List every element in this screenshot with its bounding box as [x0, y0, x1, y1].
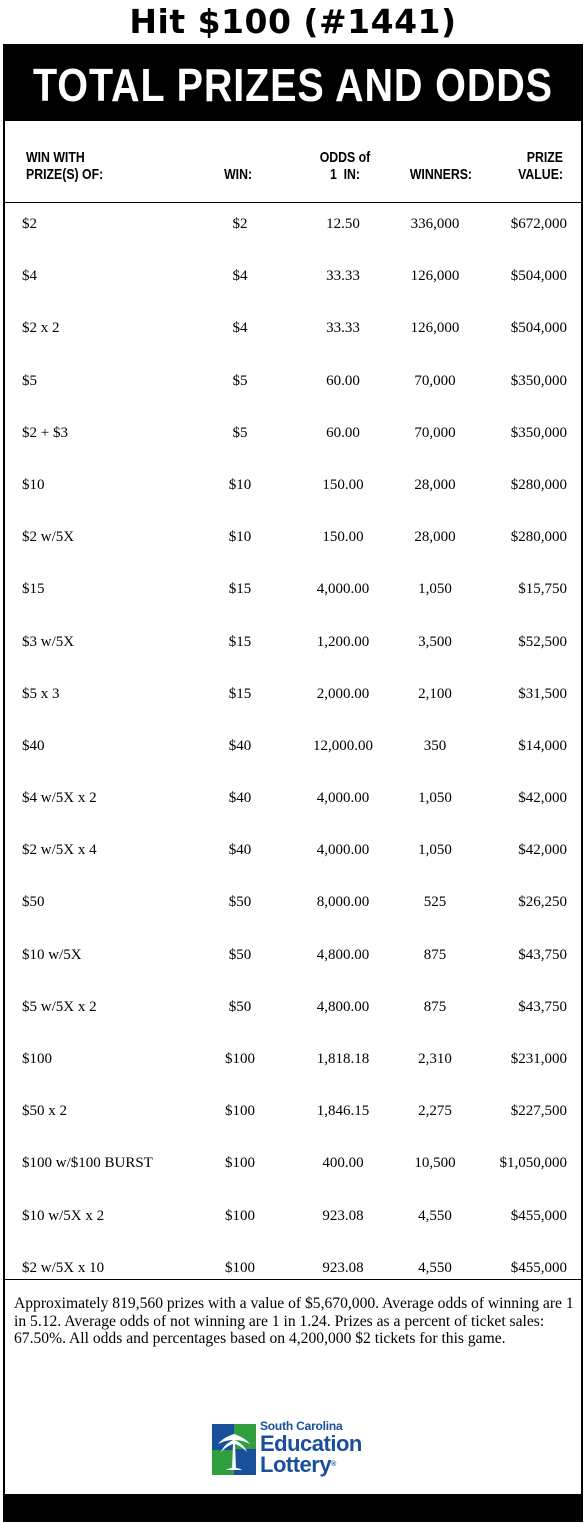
cell-odds: 1,818.18 — [316, 1051, 370, 1067]
cell-value: $43,750 — [518, 998, 567, 1015]
logo-state: South Carolina — [260, 1419, 343, 1433]
cell-value: $455,000 — [510, 1207, 567, 1224]
logo-lottery — [260, 1454, 362, 1475]
column-header-value-line2: VALUE: — [518, 166, 563, 183]
cell-prize: $2 w/5X — [22, 529, 75, 546]
cell-winners: 4,550 — [418, 1259, 452, 1276]
cell-win: $4 — [232, 320, 248, 337]
cell-winners: 2,275 — [418, 1103, 452, 1120]
cell-odds: 60.00 — [326, 372, 360, 389]
cell-value: $350,000 — [510, 372, 567, 389]
banner-heading: TOTAL PRIZES AND ODDS — [33, 59, 553, 111]
cell-winners: 875 — [423, 998, 447, 1015]
sc-education-lottery-logo — [212, 1420, 387, 1478]
cell-value: $31,500 — [518, 685, 567, 702]
section-banner — [5, 46, 581, 121]
cell-win: $50 — [228, 998, 252, 1015]
cell-prize: $50 x 2 — [22, 1103, 67, 1120]
column-header-winners-label: WINNERS: — [409, 166, 473, 183]
table-row — [5, 1089, 581, 1141]
column-header-win-label: WIN: — [224, 166, 253, 183]
cell-prize: $5 w/5X x 2 — [22, 998, 97, 1015]
palmetto-tree-icon — [212, 1424, 256, 1475]
cell-prize: $4 — [22, 268, 37, 285]
cell-winners: 28,000 — [414, 476, 456, 493]
cell-prize: $10 — [22, 476, 45, 493]
table-row — [5, 411, 581, 463]
cell-prize: $2 w/5X x 10 — [22, 1259, 105, 1276]
cell-prize: $2 w/5X x 4 — [22, 842, 97, 859]
game-title: Hit $100 (#1441) — [129, 2, 457, 41]
cell-odds: 60.00 — [326, 424, 360, 441]
table-bottom-divider — [5, 1279, 581, 1280]
cell-odds: 33.33 — [326, 268, 360, 285]
table-row — [5, 620, 581, 672]
prize-odds-panel — [3, 44, 583, 1522]
cell-winners: 2,310 — [418, 1051, 452, 1067]
cell-odds: 923.08 — [322, 1259, 364, 1276]
cell-prize: $5 — [22, 372, 37, 389]
table-row — [5, 202, 581, 254]
cell-winners: 70,000 — [414, 424, 456, 441]
cell-prize: $2 x 2 — [22, 320, 60, 337]
cell-odds: 33.33 — [326, 320, 360, 337]
table-row — [5, 828, 581, 880]
table-row — [5, 776, 581, 828]
column-header-win — [221, 166, 255, 183]
table-row — [5, 1037, 581, 1089]
column-header-prize-line1: WIN WITH — [26, 149, 85, 166]
registered-mark: ® — [331, 1461, 336, 1468]
cell-win: $100 — [225, 1207, 255, 1224]
cell-win: $10 — [228, 529, 252, 546]
column-header-prize — [26, 149, 120, 183]
cell-odds: 923.08 — [322, 1207, 364, 1224]
cell-winners: 2,100 — [418, 685, 452, 702]
cell-value: $14,000 — [518, 737, 567, 754]
cell-winners: 70,000 — [414, 372, 456, 389]
cell-value: $504,000 — [510, 320, 567, 337]
cell-value: $672,000 — [510, 216, 567, 232]
column-header-odds-line1: ODDS of — [319, 149, 371, 166]
cell-win: $15 — [228, 633, 252, 650]
cell-win: $50 — [228, 946, 252, 963]
cell-winners: 336,000 — [410, 216, 460, 232]
cell-prize: $100 — [22, 1051, 52, 1067]
table-row — [5, 254, 581, 306]
cell-odds: 2,000.00 — [316, 685, 370, 702]
cell-odds: 4,800.00 — [316, 946, 370, 963]
cell-odds: 1,846.15 — [316, 1103, 370, 1120]
table-row — [5, 985, 581, 1037]
table-row — [5, 1141, 581, 1193]
cell-odds: 4,800.00 — [316, 998, 370, 1015]
cell-prize: $2 — [22, 216, 37, 232]
column-header-value-line1: PRIZE — [526, 149, 563, 166]
cell-win: $15 — [228, 685, 252, 702]
cell-odds: 4,000.00 — [316, 581, 370, 598]
cell-prize: $5 x 3 — [22, 685, 60, 702]
cell-win: $40 — [228, 842, 252, 859]
table-row — [5, 463, 581, 515]
cell-win: $5 — [232, 424, 248, 441]
table-row — [5, 567, 581, 619]
logo-education: Education — [260, 1431, 362, 1456]
cell-value: $15,750 — [518, 581, 567, 598]
cell-value: $350,000 — [510, 424, 567, 441]
table-row — [5, 724, 581, 776]
cell-odds: 12.50 — [326, 216, 360, 232]
cell-prize: $50 — [22, 894, 45, 911]
cell-win: $100 — [225, 1155, 255, 1172]
column-header-winners — [403, 166, 479, 183]
cell-prize: $40 — [22, 737, 45, 754]
prize-table — [5, 202, 581, 1298]
cell-win: $100 — [225, 1103, 255, 1120]
cell-prize: $3 w/5X — [22, 633, 75, 650]
cell-odds: 4,000.00 — [316, 842, 370, 859]
odds-footnote: Approximately 819,560 prizes with a value of $5,670,000. Average odds of winning are 1 in 5.12. Average odds of not winning are 1 in 1.24. Prizes as a percent of ticket sales: 67.50%. All odds and percentages based on 4,200,000 $2 tickets for this game. — [14, 1295, 574, 1347]
logo-wordmark — [260, 1420, 362, 1475]
column-header-prize-line2: PRIZE(S) OF: — [26, 166, 104, 183]
table-row — [5, 359, 581, 411]
cell-odds: 8,000.00 — [316, 894, 370, 911]
table-row — [5, 1246, 581, 1298]
table-row — [5, 933, 581, 985]
cell-odds: 4,000.00 — [316, 790, 370, 807]
cell-prize: $10 w/5X — [22, 946, 82, 963]
table-row — [5, 672, 581, 724]
column-header-odds — [305, 149, 385, 183]
cell-odds: 12,000.00 — [313, 737, 373, 754]
cell-value: $504,000 — [510, 268, 567, 285]
cell-winners: 525 — [423, 894, 447, 911]
cell-win: $5 — [232, 372, 248, 389]
cell-prize: $4 w/5X x 2 — [22, 790, 97, 807]
cell-odds: 150.00 — [322, 476, 364, 493]
table-row — [5, 880, 581, 932]
cell-win: $40 — [228, 790, 252, 807]
cell-value: $231,000 — [510, 1051, 567, 1067]
cell-prize: $15 — [22, 581, 45, 598]
cell-value: $455,000 — [510, 1259, 567, 1276]
cell-winners: 3,500 — [418, 633, 452, 650]
cell-winners: 4,550 — [418, 1207, 452, 1224]
cell-odds: 1,200.00 — [316, 633, 370, 650]
cell-value: $280,000 — [510, 529, 567, 546]
table-row — [5, 1194, 581, 1246]
cell-winners: 126,000 — [410, 268, 460, 285]
cell-value: $52,500 — [518, 633, 567, 650]
footer-bar — [5, 1494, 581, 1520]
table-row — [5, 515, 581, 567]
cell-win: $40 — [228, 737, 252, 754]
cell-win: $100 — [225, 1259, 255, 1276]
cell-winners: 10,500 — [414, 1155, 456, 1172]
cell-winners: 126,000 — [410, 320, 460, 337]
cell-winners: 28,000 — [414, 529, 456, 546]
cell-winners: 350 — [423, 737, 447, 754]
cell-prize: $100 w/$100 BURST — [22, 1155, 153, 1172]
cell-value: $42,000 — [518, 842, 567, 859]
cell-win: $2 — [232, 216, 248, 232]
cell-win: $4 — [232, 268, 248, 285]
cell-win: $100 — [225, 1051, 255, 1067]
cell-value: $42,000 — [518, 790, 567, 807]
cell-value: $43,750 — [518, 946, 567, 963]
column-header-odds-line2: 1 IN: — [329, 166, 361, 183]
cell-value: $26,250 — [518, 894, 567, 911]
logo-lottery-text: Lottery — [260, 1452, 332, 1477]
column-header-value — [503, 149, 563, 183]
cell-odds: 150.00 — [322, 529, 364, 546]
cell-prize: $2 + $3 — [22, 424, 68, 441]
cell-value: $1,050,000 — [499, 1155, 567, 1172]
cell-value: $280,000 — [510, 476, 567, 493]
cell-odds: 400.00 — [322, 1155, 364, 1172]
cell-winners: 1,050 — [418, 842, 452, 859]
cell-prize: $10 w/5X x 2 — [22, 1207, 105, 1224]
cell-win: $15 — [228, 581, 252, 598]
cell-value: $227,500 — [510, 1103, 567, 1120]
cell-winners: 1,050 — [418, 790, 452, 807]
cell-winners: 1,050 — [418, 581, 452, 598]
cell-win: $10 — [228, 476, 252, 493]
cell-win: $50 — [228, 894, 252, 911]
table-row — [5, 306, 581, 358]
cell-winners: 875 — [423, 946, 447, 963]
